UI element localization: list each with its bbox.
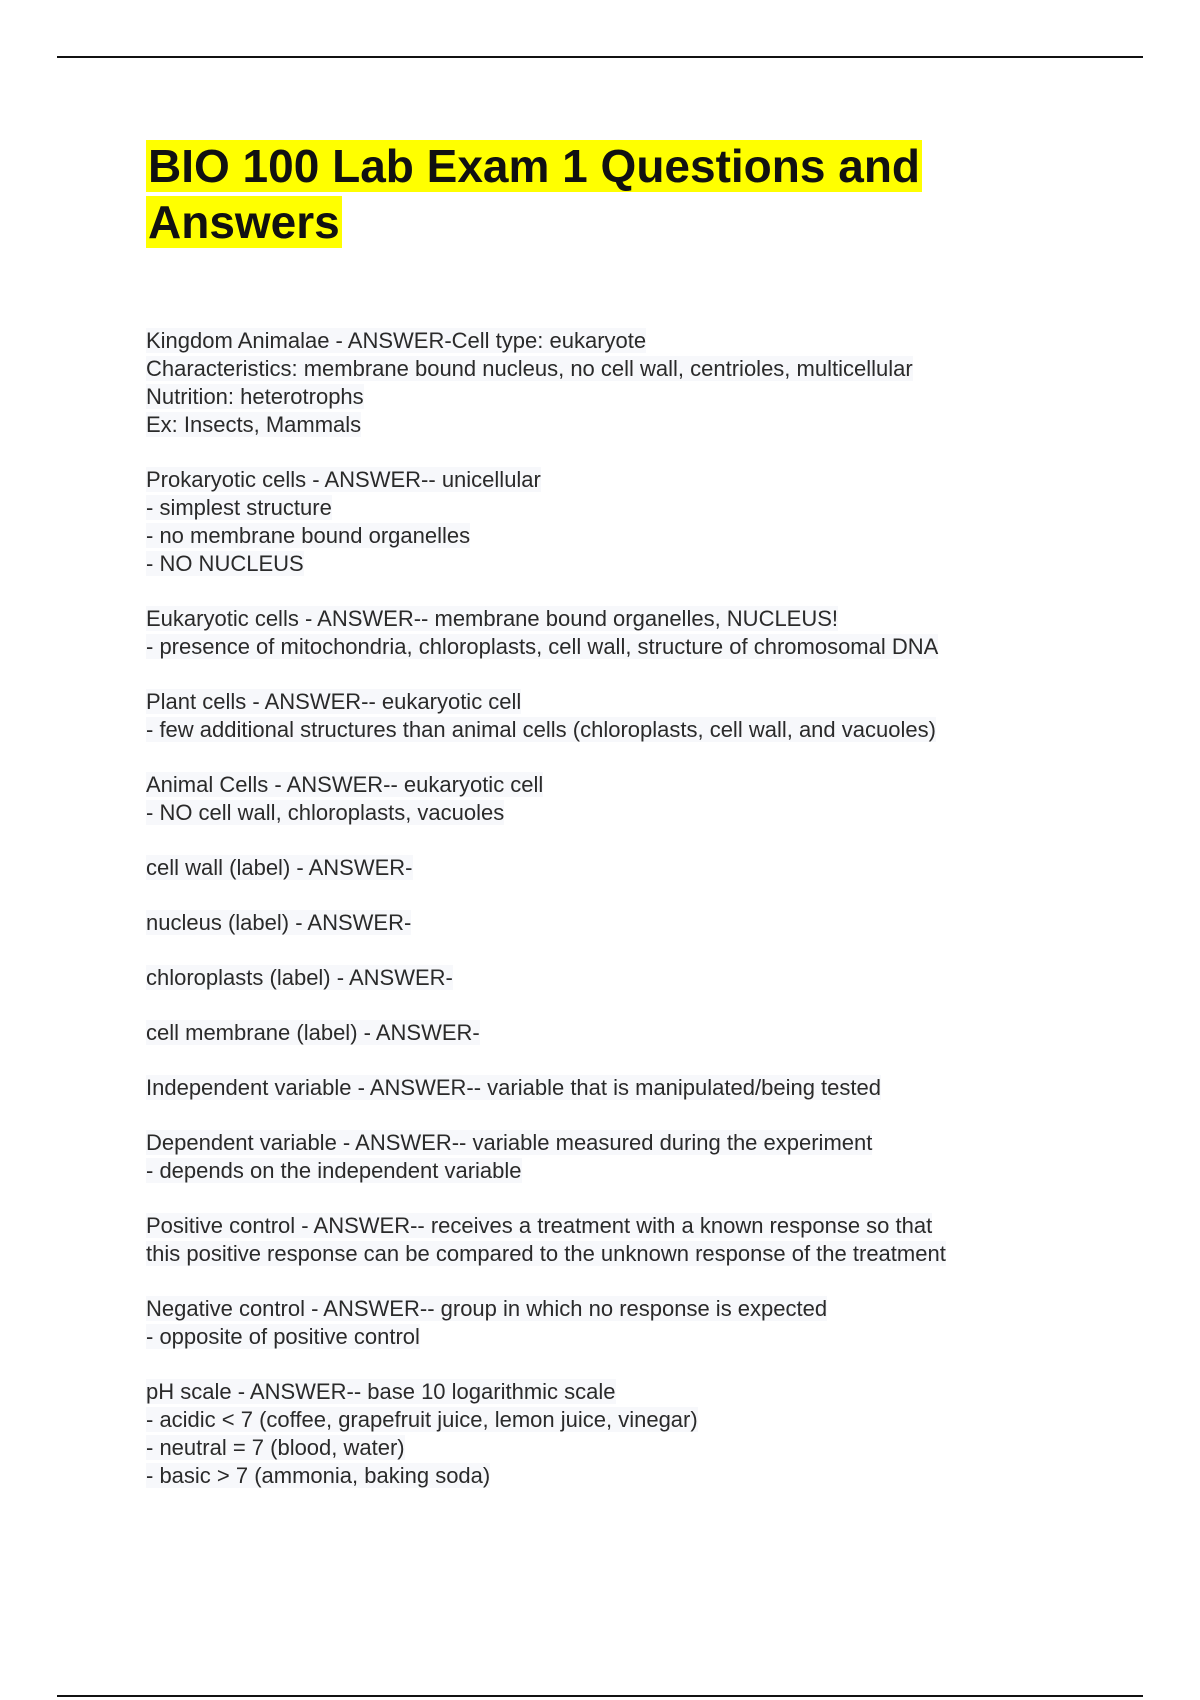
- qa-answer-line: [146, 1462, 1066, 1490]
- qa-term-line: [146, 1212, 1066, 1240]
- qa-answer-line: [146, 1434, 1066, 1462]
- qa-line-text: Kingdom Animalae - ANSWER-Cell type: eukaryote: [146, 328, 647, 353]
- qa-answer-line: [146, 355, 1066, 383]
- qa-answer-line: [146, 494, 1066, 522]
- qa-line-text: Nutrition: heterotrophs: [146, 384, 364, 409]
- title-text: BIO 100 Lab Exam 1 Questions and Answers: [148, 140, 921, 248]
- qa-entry: [146, 1074, 1066, 1102]
- qa-line-text: - simplest structure: [146, 495, 332, 520]
- qa-term-line: [146, 466, 1066, 494]
- qa-line-text: Independent variable - ANSWER-- variable that is manipulated/being tested: [146, 1075, 881, 1100]
- qa-entry: [146, 771, 1066, 827]
- qa-line-text: chloroplasts (label) - ANSWER-: [146, 965, 453, 990]
- qa-answer-line: [146, 550, 1066, 578]
- qa-answer-line: [146, 633, 1066, 661]
- qa-line-text: - NO NUCLEUS: [146, 551, 304, 576]
- qa-line-text: Plant cells - ANSWER-- eukaryotic cell: [146, 689, 522, 714]
- qa-term-line: [146, 1074, 1066, 1102]
- qa-line-text: pH scale - ANSWER-- base 10 logarithmic scale: [146, 1379, 616, 1404]
- qa-answer-line: [146, 411, 1066, 439]
- qa-answer-line: [146, 799, 1066, 827]
- qa-line-text: - few additional structures than animal cells (chloroplasts, cell wall, and vacuoles): [146, 717, 936, 742]
- qa-entry: [146, 688, 1066, 744]
- qa-term-line: [146, 1019, 1066, 1047]
- qa-line-text: - opposite of positive control: [146, 1324, 420, 1349]
- qa-entry: [146, 854, 1066, 882]
- qa-line-text: Ex: Insects, Mammals: [146, 412, 362, 437]
- qa-answer-line: [146, 1240, 1066, 1268]
- qa-term-line: [146, 1378, 1066, 1406]
- qa-entry: [146, 964, 1066, 992]
- qa-answer-line: [146, 522, 1066, 550]
- qa-answer-line: [146, 383, 1066, 411]
- header-rule: [57, 56, 1143, 58]
- qa-term-line: [146, 964, 1066, 992]
- qa-line-text: - presence of mitochondria, chloroplasts, cell wall, structure of chromosomal DNA: [146, 634, 939, 659]
- qa-line-text: Eukaryotic cells - ANSWER-- membrane bound organelles, NUCLEUS!: [146, 606, 839, 631]
- qa-answer-line: [146, 1406, 1066, 1434]
- qa-line-text: - NO cell wall, chloroplasts, vacuoles: [146, 800, 505, 825]
- qa-answer-line: [146, 1157, 1066, 1185]
- qa-term-line: [146, 327, 1066, 355]
- qa-answer-line: [146, 1323, 1066, 1351]
- qa-line-text: Dependent variable - ANSWER-- variable measured during the experiment: [146, 1130, 873, 1155]
- qa-line-text: cell membrane (label) - ANSWER-: [146, 1020, 480, 1045]
- qa-entry: [146, 466, 1066, 578]
- qa-term-line: [146, 909, 1066, 937]
- footer-rule: [57, 1695, 1143, 1697]
- qa-term-line: [146, 854, 1066, 882]
- qa-list: [146, 327, 1066, 1517]
- qa-entry: [146, 1295, 1066, 1351]
- qa-line-text: Negative control - ANSWER-- group in which no response is expected: [146, 1296, 828, 1321]
- qa-line-text: cell wall (label) - ANSWER-: [146, 855, 413, 880]
- qa-entry: [146, 1019, 1066, 1047]
- qa-line-text: - neutral = 7 (blood, water): [146, 1435, 405, 1460]
- qa-line-text: Animal Cells - ANSWER-- eukaryotic cell: [146, 772, 544, 797]
- qa-line-text: nucleus (label) - ANSWER-: [146, 910, 412, 935]
- qa-entry: [146, 605, 1066, 661]
- qa-term-line: [146, 605, 1066, 633]
- qa-line-text: - depends on the independent variable: [146, 1158, 522, 1183]
- qa-line-text: - acidic < 7 (coffee, grapefruit juice, lemon juice, vinegar): [146, 1407, 698, 1432]
- qa-term-line: [146, 771, 1066, 799]
- qa-line-text: - no membrane bound organelles: [146, 523, 471, 548]
- qa-entry: [146, 909, 1066, 937]
- page-title: [146, 138, 1046, 250]
- qa-term-line: [146, 1129, 1066, 1157]
- qa-term-line: [146, 688, 1066, 716]
- qa-line-text: Positive control - ANSWER-- receives a treatment with a known response so that: [146, 1213, 933, 1238]
- qa-line-text: - basic > 7 (ammonia, baking soda): [146, 1463, 491, 1488]
- qa-entry: [146, 1129, 1066, 1185]
- qa-term-line: [146, 1295, 1066, 1323]
- qa-answer-line: [146, 716, 1066, 744]
- qa-line-text: Prokaryotic cells - ANSWER-- unicellular: [146, 467, 541, 492]
- qa-entry: [146, 1212, 1066, 1268]
- qa-entry: [146, 1378, 1066, 1490]
- qa-line-text: Characteristics: membrane bound nucleus, no cell wall, centrioles, multicellular: [146, 356, 913, 381]
- qa-line-text: this positive response can be compared to the unknown response of the treatment: [146, 1241, 946, 1266]
- qa-entry: [146, 327, 1066, 439]
